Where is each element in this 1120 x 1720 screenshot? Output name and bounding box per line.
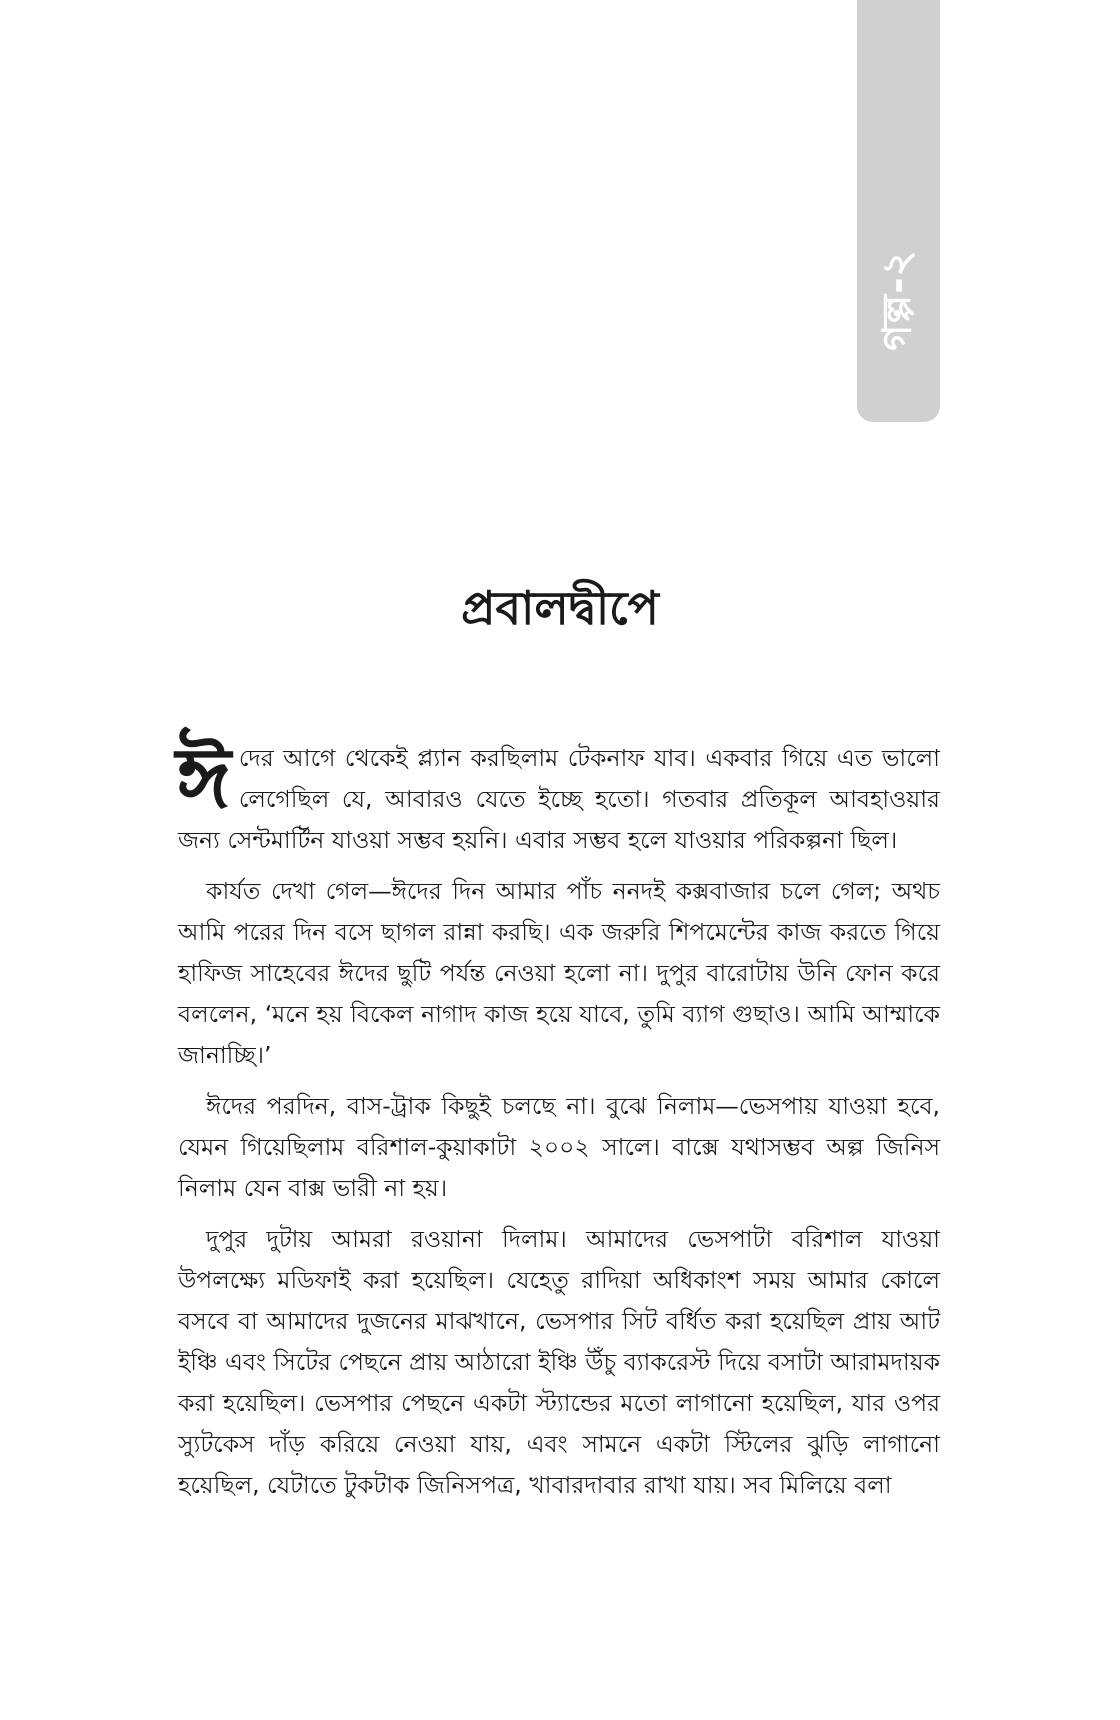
chapter-tab-label: গল্প-২ bbox=[874, 249, 920, 351]
story-title: প্রবালদ্বীপে bbox=[461, 581, 659, 635]
story-paragraph-4: দুপুর দুটায় আমরা রওয়ানা দিলাম। আমাদের ভেসপাটা বরিশাল যাওয়া উপলক্ষ্যে মডিফাই করা হয়েছিল। যেহেতু রাদিয়া অধিকাংশ সময় আমার কোলে বসবে বা আমাদের দুজনের মাঝখানে, ভেসপার সিট বর্ধিত করা হয়েছিল প্রায় আট ইঞ্চি এবং সিটের পেছনে প্রায় আঠারো ইঞ্চি উঁচু ব্যাকরেস্ট দিয়ে বসাটা আরামদায়ক করা হয়েছিল। ভেসপার পেছনে একটা স্ট্যান্ডের মতো লাগানো হয়েছিল, যার ওপর স্যুটকেস দাঁড় করিয়ে নেওয়া যায়, এবং সামনে একটা স্টিলের ঝুড়ি লাগানো হয়েছিল, যেটাতে টুকটাক জিনিসপত্র, খাবারদাবার রাখা যায়। সব মিলিয়ে বলা bbox=[178, 1225, 940, 1499]
story-paragraph-1 bbox=[176, 729, 940, 861]
chapter-tab bbox=[857, 0, 940, 422]
drop-cap: ঈ bbox=[176, 729, 231, 827]
story-paragraph-2: কার্যত দেখা গেল—ঈদের দিন আমার পাঁচ ননদই কক্সবাজার চলে গেল; অথচ আমি পরের দিন বসে ছাগল রান্না করছি। এক জরুরি শিপমেন্টের কাজ করতে গিয়ে হাফিজ সাহেবের ঈদের ছুটি পর্যন্ত নেওয়া হলো না। দুপুর বারোটায় উনি ফোন করে বললেন, ‘মনে হয় বিকেল নাগাদ কাজ হয়ে যাবে, তুমি ব্যাগ গুছাও। আমি আম্মাকে জানাচ্ছি।’ bbox=[178, 877, 940, 1069]
story-paragraph-1-text: দের আগে থেকেই প্ল্যান করছিলাম টেকনাফ যাব। একবার গিয়ে এত ভালো লেগেছিল যে, আবারও যেতে ইচ্ছে হতো। গতবার প্রতিকূল আবহাওয়ার জন্য সেন্টমার্টিন যাওয়া সম্ভব হয়নি। এবার সম্ভব হলে যাওয়ার পরিকল্পনা ছিল। bbox=[178, 744, 940, 854]
story-paragraph-3: ঈদের পরদিন, বাস-ট্রাক কিছুই চলছে না। বুঝে নিলাম—ভেসপায় যাওয়া হবে, যেমন গিয়েছিলাম বরিশাল-কুয়াকাটা ২০০২ সালে। বাক্সে যথাসম্ভব অল্প জিনিস নিলাম যেন বাক্স ভারী না হয়। bbox=[178, 1092, 940, 1202]
story-body bbox=[176, 729, 940, 1516]
